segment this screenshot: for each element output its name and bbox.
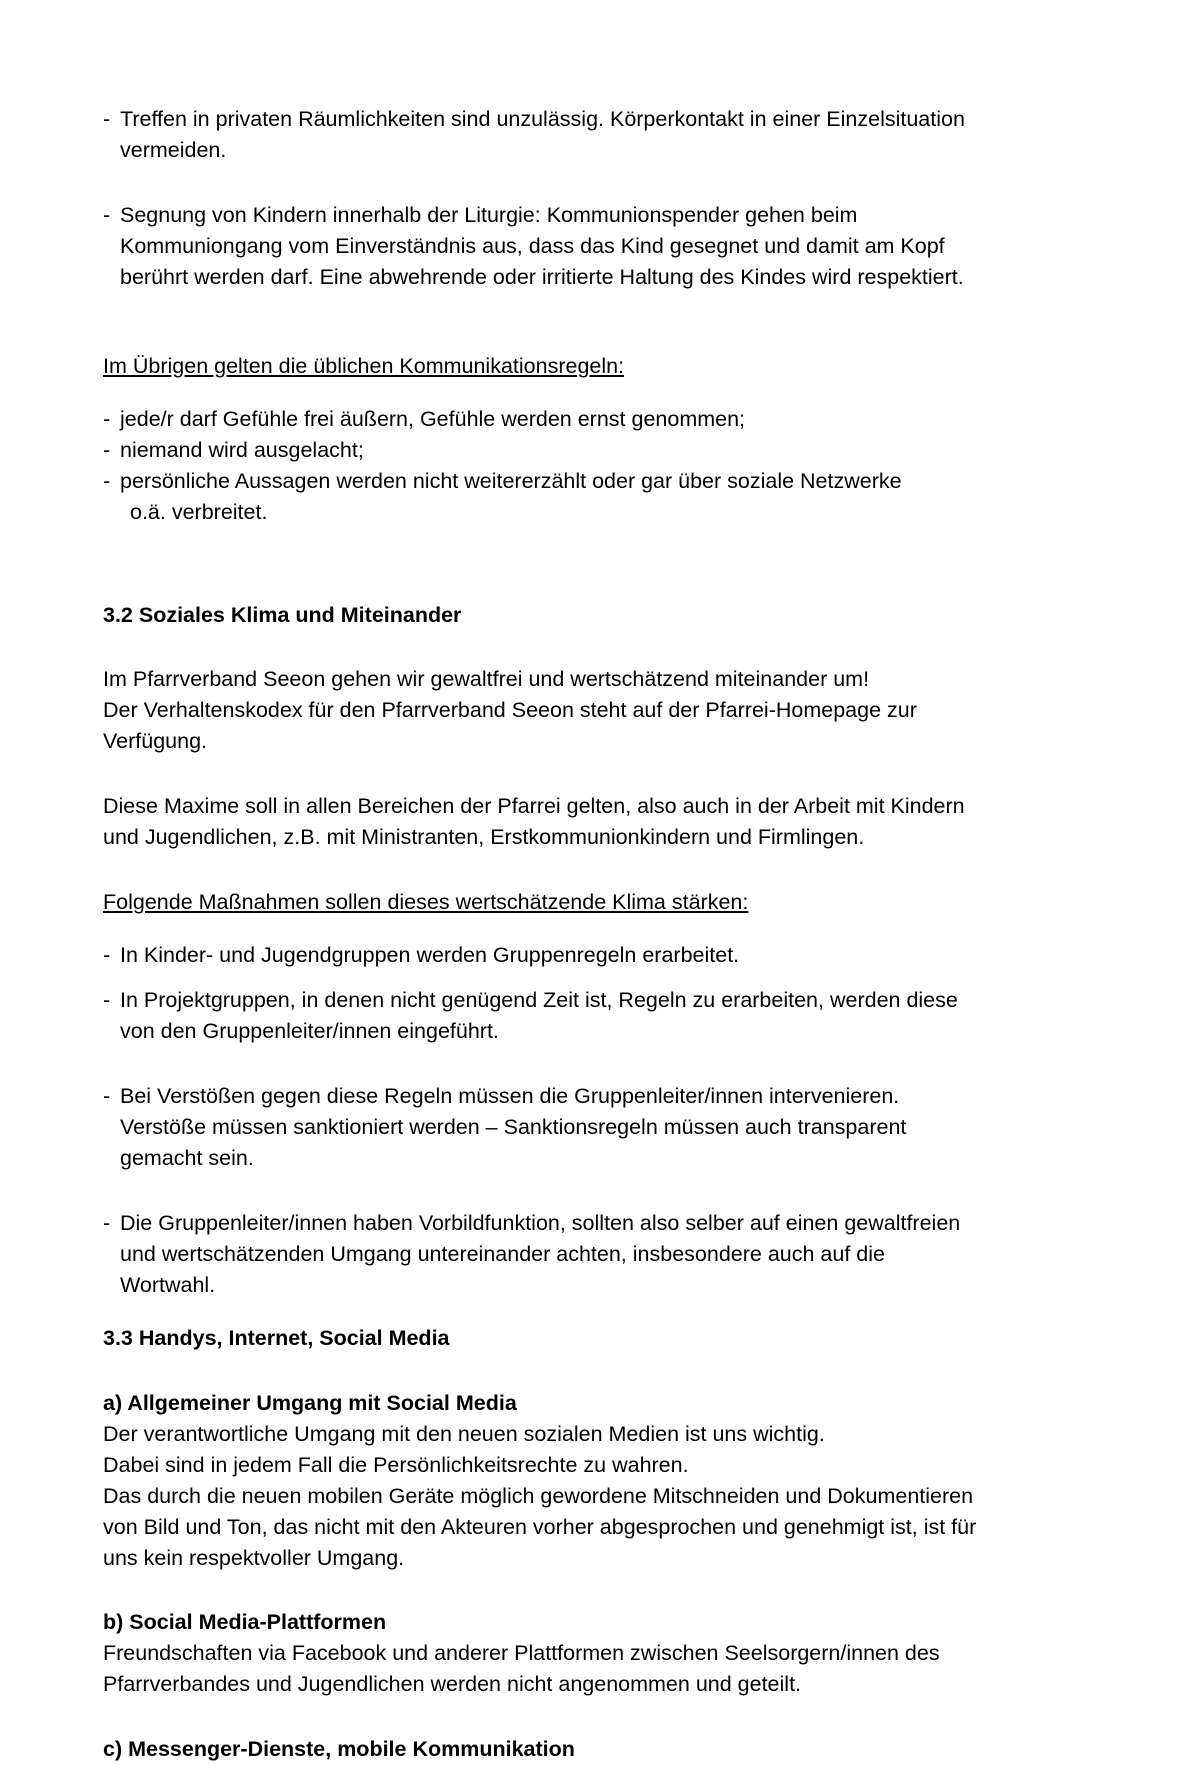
bullet-dash: -	[103, 1210, 111, 1235]
list-item	[103, 104, 1023, 166]
list-item	[103, 404, 1023, 435]
section-lead-in	[103, 351, 1023, 382]
spacer	[103, 1700, 1023, 1734]
spacer	[103, 757, 1023, 791]
spacer	[103, 853, 1023, 887]
list-item-line: Bei Verstößen gegen diese Regeln müssen die Gruppenleiter/innen intervenieren.	[120, 1084, 900, 1109]
spacer	[103, 293, 1023, 351]
bullet-dash: -	[103, 468, 111, 493]
list-item-line: persönliche Aussagen werden nicht weitererzählt oder gar über soziale Netzwerke	[120, 468, 902, 493]
list-item-line: Treffen in privaten Räumlichkeiten sind unzulässig. Körperkontakt in einer Einzelsituation	[120, 107, 965, 131]
bullet-dash: -	[103, 1084, 111, 1109]
list-item-line: gemacht sein.	[120, 1145, 254, 1170]
list-item-line: Segnung von Kindern innerhalb der Liturgie: Kommunionspender gehen beim	[120, 202, 858, 227]
spacer	[103, 918, 1023, 940]
list-item-line: vermeiden.	[120, 137, 227, 162]
spacer	[103, 1174, 1023, 1208]
section-heading-3-3: 3.3 Handys, Internet, Social Media	[103, 1325, 450, 1350]
bullet-dash: -	[103, 107, 111, 131]
subsection-heading-b: b) Social Media-Plattformen	[103, 1610, 387, 1635]
list-item-line: Kommuniongang vom Einverständnis aus, dass das Kind gesegnet und damit am Kopf	[120, 233, 945, 258]
subsection-heading-a: a) Allgemeiner Umgang mit Social Media	[103, 1390, 517, 1415]
paragraph-line: Das durch die neuen mobilen Geräte möglich gewordene Mitschneiden und Dokumentieren	[103, 1483, 974, 1508]
list-item	[103, 435, 1023, 466]
list-item	[103, 940, 1023, 971]
list-item	[103, 466, 1023, 528]
paragraph-line: Der verantwortliche Umgang mit den neuen sozialen Medien ist uns wichtig.	[103, 1421, 825, 1446]
bullet-dash: -	[103, 988, 111, 1013]
list-item-line: von den Gruppenleiter/innen eingeführt.	[120, 1019, 499, 1044]
list-item	[103, 1208, 1023, 1301]
section-heading-3-2: 3.2 Soziales Klima und Miteinander	[103, 602, 462, 627]
spacer	[103, 630, 1023, 664]
paragraph	[103, 664, 1023, 757]
underlined-heading: Im Übrigen gelten die üblichen Kommunikationsregeln:	[103, 353, 625, 378]
spacer	[103, 586, 1023, 600]
paragraph	[103, 1419, 1023, 1574]
bullet-dash: -	[103, 202, 111, 227]
document-body	[103, 104, 1023, 1765]
spacer	[103, 971, 1023, 985]
list-item-line: In Projektgruppen, in denen nicht genügend Zeit ist, Regeln zu erarbeiten, werden diese	[120, 988, 958, 1013]
subsection-heading-c: c) Messenger-Dienste, mobile Kommunikation	[103, 1737, 575, 1762]
spacer	[103, 1354, 1023, 1388]
paragraph-line: von Bild und Ton, das nicht mit den Akteuren vorher abgesprochen und genehmigt ist, ist für	[103, 1514, 977, 1539]
paragraph-line: uns kein respektvoller Umgang.	[103, 1545, 405, 1570]
list-item-line: berührt werden darf. Eine abwehrende oder irritierte Haltung des Kindes wird respektiert.	[120, 264, 964, 289]
list-item-line: Wortwahl.	[120, 1272, 216, 1297]
underlined-heading: Folgende Maßnahmen sollen dieses wertschätzende Klima stärken:	[103, 890, 749, 915]
spacer	[103, 382, 1023, 404]
list-item-line: Verstöße müssen sanktioniert werden – Sanktionsregeln müssen auch transparent	[120, 1115, 907, 1140]
bullet-dash: -	[103, 437, 111, 462]
spacer	[103, 1573, 1023, 1607]
bullet-dash: -	[103, 406, 111, 431]
paragraph	[103, 791, 1023, 853]
list-item-line: Die Gruppenleiter/innen haben Vorbildfunktion, sollten also selber auf einen gewaltfreien	[120, 1210, 961, 1235]
list-item-line: niemand wird ausgelacht;	[120, 437, 364, 462]
spacer	[103, 1047, 1023, 1081]
paragraph	[103, 1638, 1023, 1700]
paragraph-line: Freundschaften via Facebook und anderer Plattformen zwischen Seelsorgern/innen des	[103, 1641, 940, 1666]
list-item-line: und wertschätzenden Umgang untereinander achten, insbesondere auch auf die	[120, 1241, 885, 1266]
spacer	[103, 528, 1023, 586]
list-item-line: o.ä. verbreitet.	[130, 499, 268, 524]
paragraph-line: Im Pfarrverband Seeon gehen wir gewaltfrei und wertschätzend miteinander um!	[103, 667, 870, 692]
bullet-dash: -	[103, 943, 111, 968]
paragraph-line: Verfügung.	[103, 729, 208, 754]
section-lead-in	[103, 887, 1023, 918]
paragraph-line: und Jugendlichen, z.B. mit Ministranten, Erstkommunionkindern und Firmlingen.	[103, 825, 865, 850]
list-item-line: In Kinder- und Jugendgruppen werden Gruppenregeln erarbeitet.	[120, 943, 740, 968]
paragraph-line: Diese Maxime soll in allen Bereichen der Pfarrei gelten, also auch in der Arbeit mit Kindern	[103, 794, 965, 819]
list-item	[103, 985, 1023, 1047]
spacer	[103, 166, 1023, 200]
list-item	[103, 1081, 1023, 1174]
paragraph-line: Pfarrverbandes und Jugendlichen werden nicht angenommen und geteilt.	[103, 1672, 802, 1697]
spacer	[103, 1301, 1023, 1323]
list-item	[103, 200, 1023, 293]
paragraph-line: Dabei sind in jedem Fall die Persönlichkeitsrechte zu wahren.	[103, 1452, 689, 1477]
paragraph-line: Der Verhaltenskodex für den Pfarrverband Seeon steht auf der Pfarrei-Homepage zur	[103, 698, 917, 723]
list-item-line: jede/r darf Gefühle frei äußern, Gefühle werden ernst genommen;	[120, 406, 746, 431]
